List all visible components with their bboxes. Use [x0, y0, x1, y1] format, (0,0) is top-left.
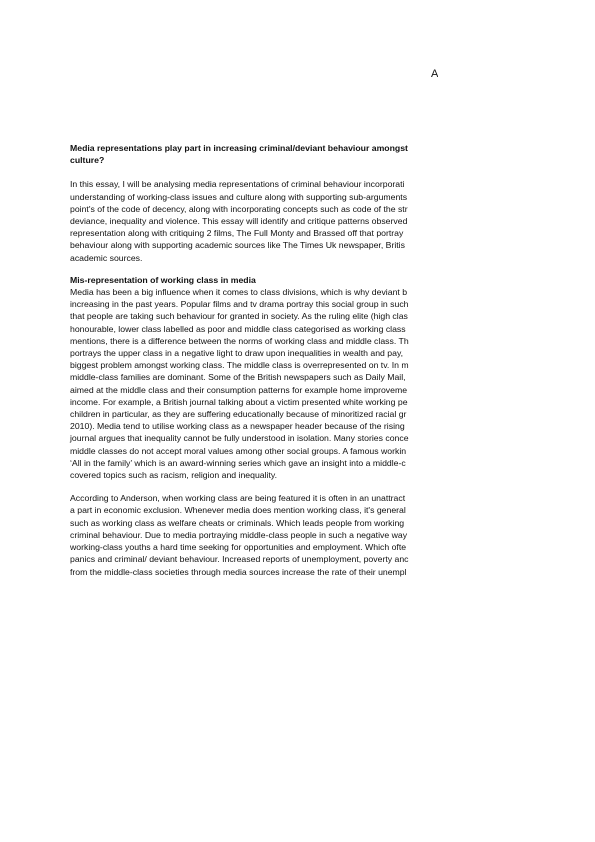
intro-paragraph: [70, 178, 438, 263]
text-line: working-class youths a hard time seeking for opportunities and employment. Which ofte: [70, 542, 407, 553]
text-line: academic sources.: [70, 252, 143, 263]
text-line: middle-class families are dominant. Some of the British newspapers such as Daily Mail,: [70, 372, 406, 383]
text-line: Media has been a big influence when it comes to class divisions, which is why deviant b: [70, 287, 408, 298]
essay-title-line: Media representations play part in increasing criminal/deviant behaviour amongst: [70, 143, 408, 153]
text-line: According to Anderson, when working class are being featured it is often in an unattract: [70, 493, 406, 504]
text-line: behaviour along with supporting academic sources like The Times Uk newspaper, Britis: [70, 240, 405, 251]
text-line: biggest problem amongst working class. The middle class is overrepresented on tv. In m: [70, 360, 409, 371]
text-line: ‘All in the family’ which is an award-winning series which gave an insight into a middle-c: [70, 457, 406, 468]
text-line: aimed at the middle class and their consumption patterns for example home improveme: [70, 384, 408, 395]
text-line: portrays the upper class in a negative light to draw upon inequalities in wealth and pay,: [70, 348, 404, 359]
text-line: a part in economic exclusion. Whenever media does mention working class, it's general: [70, 505, 406, 516]
text-line: that people are taking such behaviour for granted in society. As the ruling elite (high clas: [70, 311, 408, 322]
text-line: mentions, there is a difference between the norms of working class and middle class. Th: [70, 335, 409, 346]
section-anderson: [70, 492, 438, 577]
section-heading: Mis-representation of working class in media: [70, 274, 256, 285]
text-line: middle classes do not accept moral values among other social groups. A famous workin: [70, 445, 407, 456]
text-line: criminal behaviour. Due to media portraying middle-class people in such a negative way: [70, 529, 408, 540]
text-line: honourable, lower class labelled as poor and middle class categorised as working class: [70, 323, 406, 334]
text-line: 2010). Media tend to utilise working class as a newspaper header because of the rising: [70, 421, 405, 432]
text-line: representation along with critiquing 2 films, The Full Monty and Brassed off that portray: [70, 228, 404, 239]
document-body: [70, 142, 438, 589]
text-line: panics and criminal/ deviant behaviour. Increased reports of unemployment, poverty anc: [70, 554, 409, 565]
text-line: income. For example, a British journal talking about a victim presented white working pe: [70, 396, 408, 407]
section-misrepresentation: [70, 274, 438, 481]
text-line: deviance, inequality and violence. This essay will identify and critique patterns observed: [70, 216, 408, 227]
text-line: point's of the code of decency, along with incorporating concepts such as code of the str: [70, 203, 408, 214]
text-line: covered topics such as racism, religion and inequality.: [70, 470, 277, 481]
text-line: understanding of working-class issues and culture along with supporting sub-arguments: [70, 191, 408, 202]
text-line: journal argues that inequality cannot be fully understood in isolation. Many stories conce: [70, 433, 409, 444]
text-line: such as working class as welfare cheats or criminals. Which leads people from working: [70, 517, 405, 528]
text-line: children in particular, as they are suffering educationally because of minoritized racial gr: [70, 409, 407, 420]
text-line: from the middle-class societies through media sources increase the rate of their unempl: [70, 566, 407, 577]
essay-title-line: culture?: [70, 155, 105, 166]
header-text: A: [431, 68, 438, 80]
essay-title: [70, 142, 438, 166]
text-line: increasing in the past years. Popular films and tv drama portray this social group in such: [70, 299, 409, 310]
text-line: In this essay, I will be analysing media representations of criminal behaviour incorporati: [70, 179, 405, 190]
